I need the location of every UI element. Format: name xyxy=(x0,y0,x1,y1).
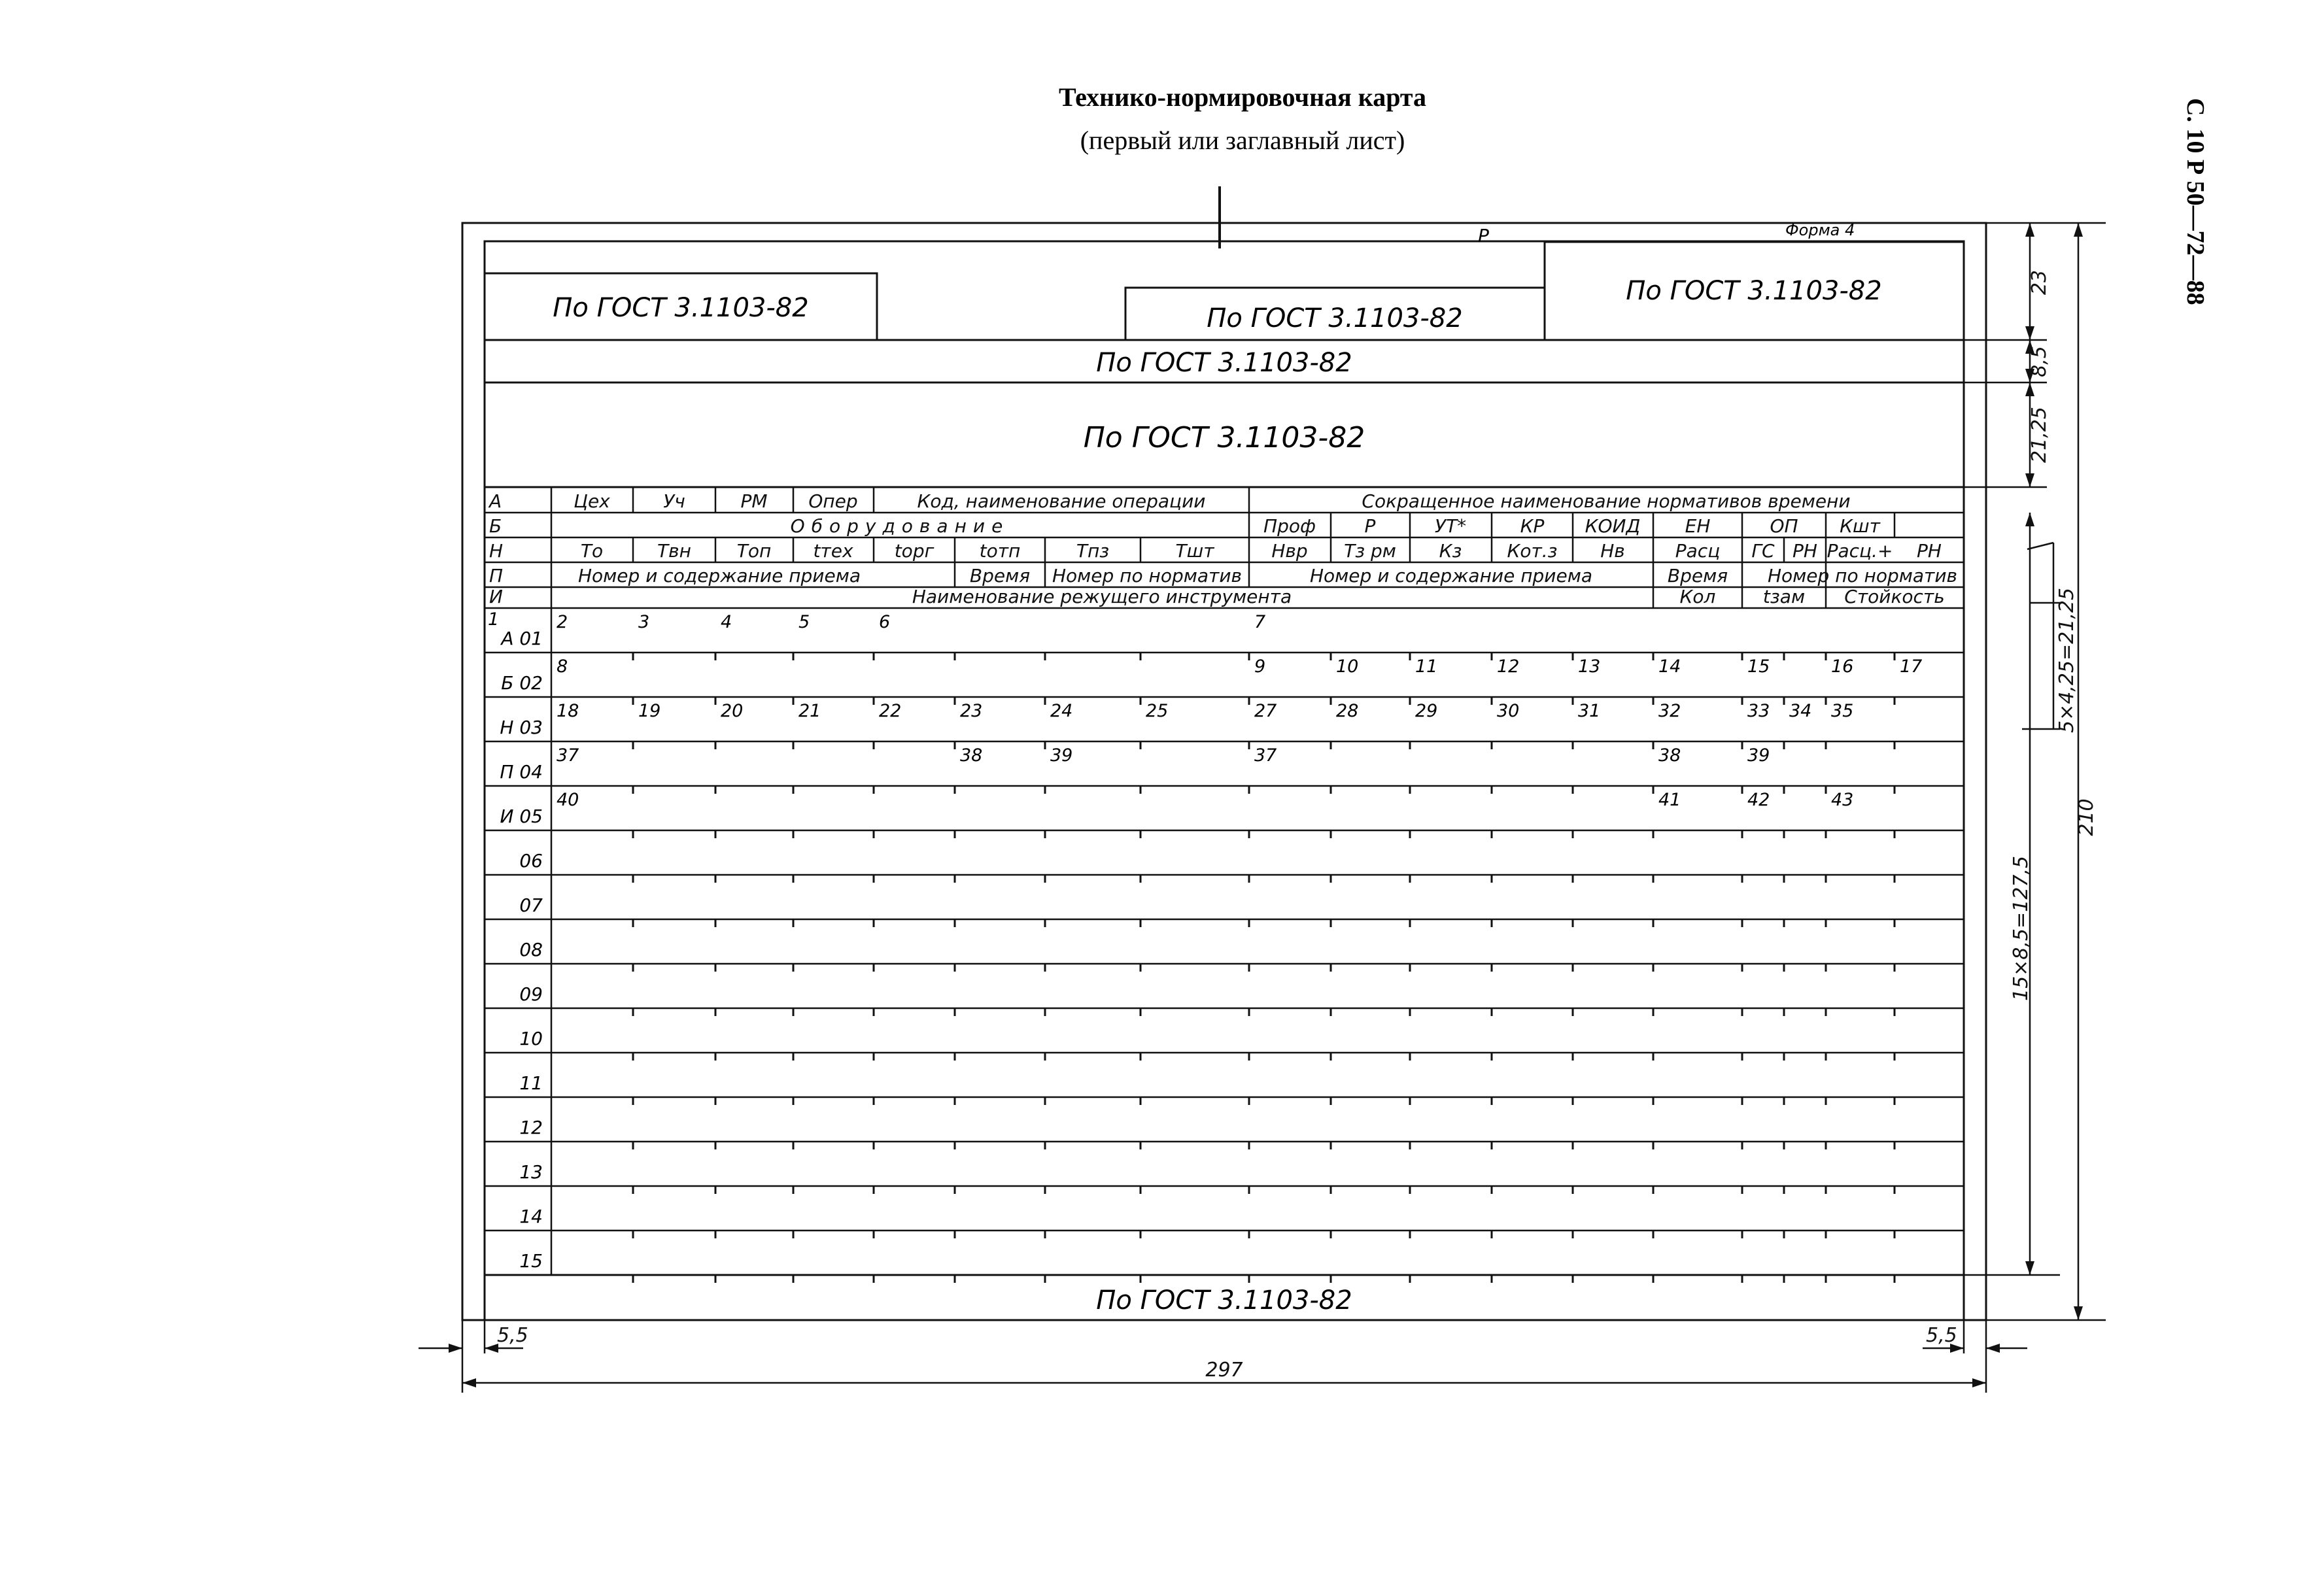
header-a-cell: Код, наименование операции xyxy=(917,490,1206,512)
row-label: 09 xyxy=(519,983,543,1005)
header-i-cell: Кол xyxy=(1679,586,1716,607)
field-number: 31 xyxy=(1578,701,1601,721)
field-number: 37 xyxy=(1254,745,1277,766)
row-label: 13 xyxy=(519,1161,543,1183)
field-number: 17 xyxy=(1900,656,1923,677)
header-b-cell: КР xyxy=(1520,515,1545,537)
header-n-cell: РН xyxy=(1792,540,1817,562)
header-n-cell: ГС xyxy=(1751,540,1775,562)
row-label: И 05 xyxy=(500,806,543,827)
field-number: 43 xyxy=(1831,790,1854,810)
header-p-cell: Время xyxy=(1667,565,1728,586)
row-number: 1 xyxy=(488,609,500,630)
header-b-cell: ЕН xyxy=(1685,515,1711,537)
field-number: 20 xyxy=(721,701,744,721)
header-p-cell: Номер и содержание приема xyxy=(1310,565,1592,586)
row-label: 08 xyxy=(519,939,543,960)
gost-ref-left: По ГОСТ 3.1103-82 xyxy=(553,293,809,323)
header-a-cell: Опер xyxy=(808,490,858,512)
field-number: 23 xyxy=(960,701,983,721)
dim-21-25: 21,25 xyxy=(2028,407,2051,463)
field-number: 4 xyxy=(721,612,732,632)
field-number: 21 xyxy=(798,701,821,721)
row-code-n: Н xyxy=(489,540,504,562)
row-label: 15 xyxy=(519,1250,543,1272)
field-number: 16 xyxy=(1831,656,1854,677)
dim-23: 23 xyxy=(2028,269,2051,296)
header-i-cell: Наименование режущего инструмента xyxy=(912,586,1292,607)
header-n-cell: То xyxy=(580,540,604,562)
field-number: 8 xyxy=(557,656,568,677)
field-number: 39 xyxy=(1050,745,1073,766)
dim-15x8-5: 15×8,5=127,5 xyxy=(2010,855,2032,1002)
header-n-cell: Тшт xyxy=(1175,540,1214,562)
field-number: 2 xyxy=(557,612,568,632)
row-label: 12 xyxy=(519,1117,543,1138)
field-number: 11 xyxy=(1415,656,1438,677)
header-b-cell: КОИД xyxy=(1585,515,1641,537)
header-p-cell: Номер и содержание приема xyxy=(578,565,861,586)
header-n-cell: Расц xyxy=(1675,540,1721,562)
field-number: 3 xyxy=(638,612,650,632)
header-p-cell: Номер по норматив xyxy=(1767,565,1958,586)
header-p-cell: Время xyxy=(969,565,1031,586)
header-b-cell: УТ* xyxy=(1434,515,1467,537)
row-code-p: П xyxy=(489,565,504,586)
field-number: 19 xyxy=(638,701,661,721)
row-label: А 01 xyxy=(501,628,543,649)
field-number: 30 xyxy=(1497,701,1520,721)
outer-frame xyxy=(462,223,1986,1320)
letter-p: Р xyxy=(1478,225,1489,246)
dim-5-5-left: 5,5 xyxy=(497,1324,528,1347)
row-code-b: Б xyxy=(489,515,502,537)
field-number: 5 xyxy=(798,612,810,632)
row-label: П 04 xyxy=(500,761,543,783)
field-number: 33 xyxy=(1747,701,1770,721)
header-n-cell: Тпз xyxy=(1076,540,1110,562)
field-number: 18 xyxy=(557,701,579,721)
field-number: 7 xyxy=(1254,612,1266,632)
field-number: 38 xyxy=(1658,745,1681,766)
inner-frame xyxy=(485,241,1964,1320)
header-n-cell: Кот.з xyxy=(1507,540,1558,562)
field-number: 14 xyxy=(1658,656,1681,677)
data-rows xyxy=(485,609,1964,1283)
field-number: 37 xyxy=(557,745,579,766)
field-number: 27 xyxy=(1254,701,1277,721)
header-n-cell: tотп xyxy=(979,540,1021,562)
gost-ref-middle: По ГОСТ 3.1103-82 xyxy=(1207,303,1463,333)
header-i-cell: Стойкость xyxy=(1844,586,1945,607)
header-a-cell: Сокращенное наименование нормативов времени xyxy=(1362,490,1851,512)
row-label: Б 02 xyxy=(501,672,543,694)
field-number: 25 xyxy=(1146,701,1169,721)
field-number: 28 xyxy=(1336,701,1359,721)
field-number: 12 xyxy=(1497,656,1520,677)
field-number: 13 xyxy=(1578,656,1601,677)
gost-ref-bottom: По ГОСТ 3.1103-82 xyxy=(1096,1285,1352,1316)
field-number: 35 xyxy=(1831,701,1854,721)
header-a-cell: Уч xyxy=(663,490,685,512)
field-number: 9 xyxy=(1254,656,1266,677)
field-number: 34 xyxy=(1789,701,1812,721)
header-b-cell: Проф xyxy=(1263,515,1316,537)
header-n-cell: Твн xyxy=(657,540,691,562)
row-label: Н 03 xyxy=(500,717,543,738)
dim-5x4-25: 5×4,25=21,25 xyxy=(2055,587,2078,734)
dim-8-5: 8,5 xyxy=(2028,346,2051,377)
field-number: 22 xyxy=(879,701,902,721)
dim-297: 297 xyxy=(1205,1359,1243,1382)
field-number: 40 xyxy=(557,790,579,810)
row-code-i: И xyxy=(489,586,503,607)
gost-ref-main: По ГОСТ 3.1103-82 xyxy=(1083,421,1365,454)
field-number: 24 xyxy=(1050,701,1073,721)
gost-ref-band: По ГОСТ 3.1103-82 xyxy=(1096,348,1352,378)
page-subtitle: (первый или заглавный лист) xyxy=(1080,126,1405,155)
field-number: 39 xyxy=(1747,745,1770,766)
row-label: 06 xyxy=(519,850,543,872)
header-b-cell: ОП xyxy=(1770,515,1798,537)
field-number: 29 xyxy=(1415,701,1438,721)
header-n-cell: Расц.+ xyxy=(1826,540,1893,562)
field-number: 15 xyxy=(1747,656,1770,677)
header-a-cell: РМ xyxy=(740,490,768,512)
row-label: 07 xyxy=(519,894,543,916)
header-n-cell: tтех xyxy=(813,540,853,562)
dim-5-5-right: 5,5 xyxy=(1926,1324,1957,1347)
field-number: 42 xyxy=(1747,790,1770,810)
row-code-a: А xyxy=(489,490,502,512)
field-number: 6 xyxy=(879,612,891,632)
header-n-cell: Кз xyxy=(1439,540,1462,562)
field-number: 32 xyxy=(1658,701,1681,721)
header-b-cell: Оборудование xyxy=(790,515,1010,537)
field-number: 41 xyxy=(1658,790,1681,810)
header-i-cell: tзам xyxy=(1762,586,1806,607)
header-b-cell: Р xyxy=(1364,515,1376,537)
dim-210: 210 xyxy=(2075,798,2098,836)
header-n-cell: РН xyxy=(1917,540,1942,562)
row-label: 10 xyxy=(519,1028,543,1049)
form-label: Форма 4 xyxy=(1785,221,1855,239)
row-label: 14 xyxy=(519,1206,543,1227)
header-n-cell: Тз рм xyxy=(1344,540,1396,562)
side-page-code: С. 10 Р 50—72—88 xyxy=(2182,98,2209,305)
header-b-cell: Кшт xyxy=(1840,515,1880,537)
header-a-cell: Цех xyxy=(574,490,610,512)
header-n-cell: tорг xyxy=(894,540,935,562)
gost-ref-right: По ГОСТ 3.1103-82 xyxy=(1626,276,1882,306)
header-n-cell: Топ xyxy=(736,540,772,562)
header-p-cell: Номер по норматив xyxy=(1052,565,1243,586)
row-label: 11 xyxy=(519,1072,543,1094)
field-number: 10 xyxy=(1336,656,1359,677)
header-n-cell: Нвр xyxy=(1271,540,1308,562)
page-title: Технико-нормировочная карта xyxy=(1058,82,1427,112)
field-number: 38 xyxy=(960,745,983,766)
header-n-cell: Нв xyxy=(1600,540,1625,562)
